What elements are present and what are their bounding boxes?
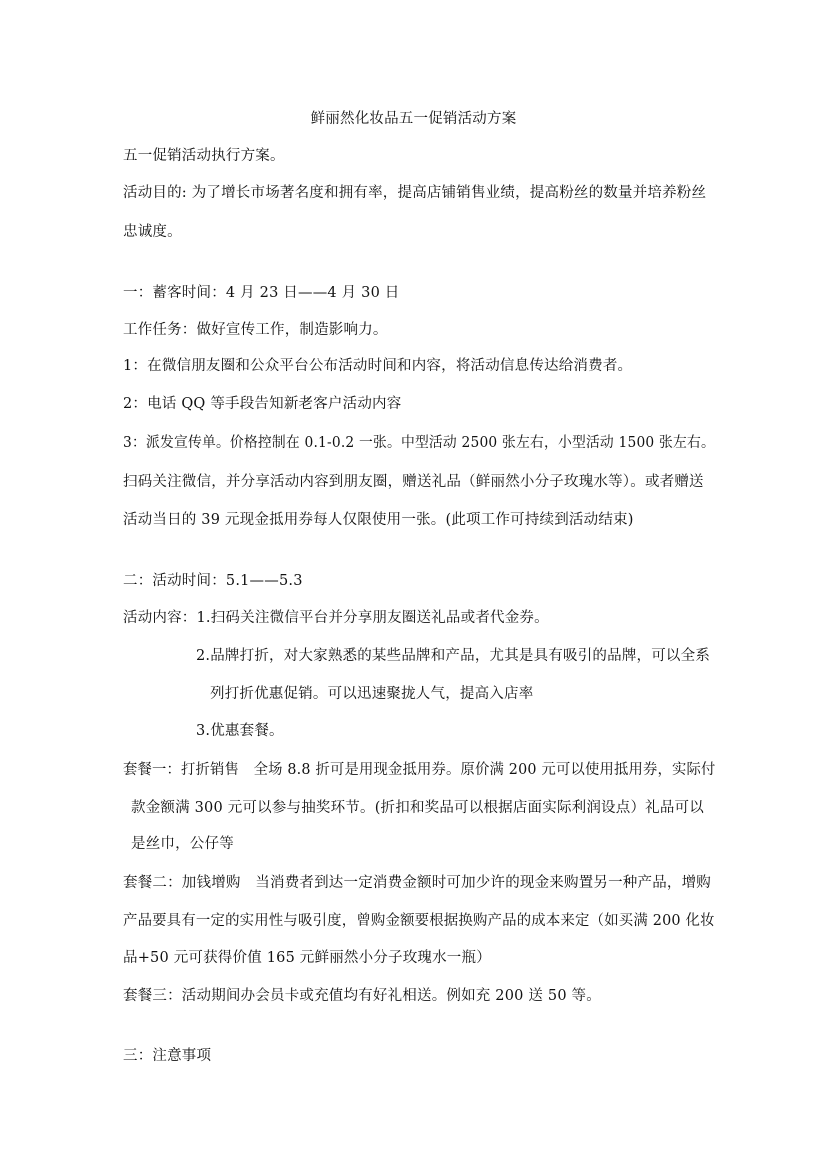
section1-task: 工作任务：做好宣传工作，制造影响力。	[123, 322, 388, 338]
package-2-line-3: 品+50 元可获得价值 165 元鲜丽然小分子玫瑰水一瓶）	[123, 950, 491, 966]
section1-item-3-line-3: 活动当日的 39 元现金抵用券每人仅限使用一张。(此项工作可持续到活动结束)	[123, 512, 634, 528]
package-1-line-1: 套餐一：打折销售 全场 8.8 折可是用现金抵用券。原价满 200 元可以使用抵用券，实际付	[123, 762, 716, 778]
section1-item-1: 1：在微信朋友圈和公众平台公布活动时间和内容，将活动信息传达给消费者。	[123, 358, 633, 374]
package-3: 套餐三：活动期间办会员卡或充值均有好礼相送。例如充 200 送 50 等。	[123, 988, 601, 1004]
section2-heading: 二：活动时间：5.1——5.3	[123, 573, 303, 589]
section1-item-2: 2：电话 QQ 等手段告知新老客户活动内容	[123, 396, 402, 412]
document-title: 鲜丽然化妆品五一促销活动方案	[310, 111, 517, 127]
section1-heading: 一：蓄客时间：4 月 23 日——4 月 30 日	[123, 285, 400, 301]
section1-item-3-line-1: 3：派发宣传单。价格控制在 0.1-0.2 一张。中型活动 2500 张左右，小型活动 1500 张左右。	[123, 435, 715, 451]
package-2-line-1: 套餐二：加钱增购 当消费者到达一定消费金额时可加少许的现金来购置另一种产品，增购	[123, 875, 711, 891]
section2-content-2-line-1: 2.品牌打折，对大家熟悉的某些品牌和产品，尤其是具有吸引的品牌，可以全系	[196, 648, 711, 664]
section2-content-2-line-2: 列打折优惠促销。可以迅速聚拢人气，提高入店率	[210, 686, 534, 702]
intro-heading: 五一促销活动执行方案。	[123, 148, 285, 164]
package-1-line-3: 是丝巾，公仔等	[131, 836, 234, 852]
package-2-line-2: 产品要具有一定的实用性与吸引度，曾购金额要根据换购产品的成本来定（如买满 200 化妆	[123, 913, 715, 929]
section1-item-3-line-2: 扫码关注微信，并分享活动内容到朋友圈，赠送礼品（鲜丽然小分子玫瑰水等）。或者赠送	[123, 474, 704, 490]
section2-content-1: 活动内容：1.扫码关注微信平台并分享朋友圈送礼品或者代金券。	[123, 610, 549, 626]
section3-heading: 三：注意事项	[123, 1048, 212, 1064]
section2-content-3: 3.优惠套餐。	[196, 723, 284, 739]
purpose-line-2: 忠诚度。	[123, 224, 182, 240]
package-1-line-2: 款金额满 300 元可以参与抽奖环节。(折扣和奖品可以根据店面实际利润设点）礼品可以	[131, 800, 704, 816]
purpose-line-1: 活动目的: 为了增长市场著名度和拥有率，提高店铺销售业绩，提高粉丝的数量并培养粉丝	[123, 185, 707, 201]
